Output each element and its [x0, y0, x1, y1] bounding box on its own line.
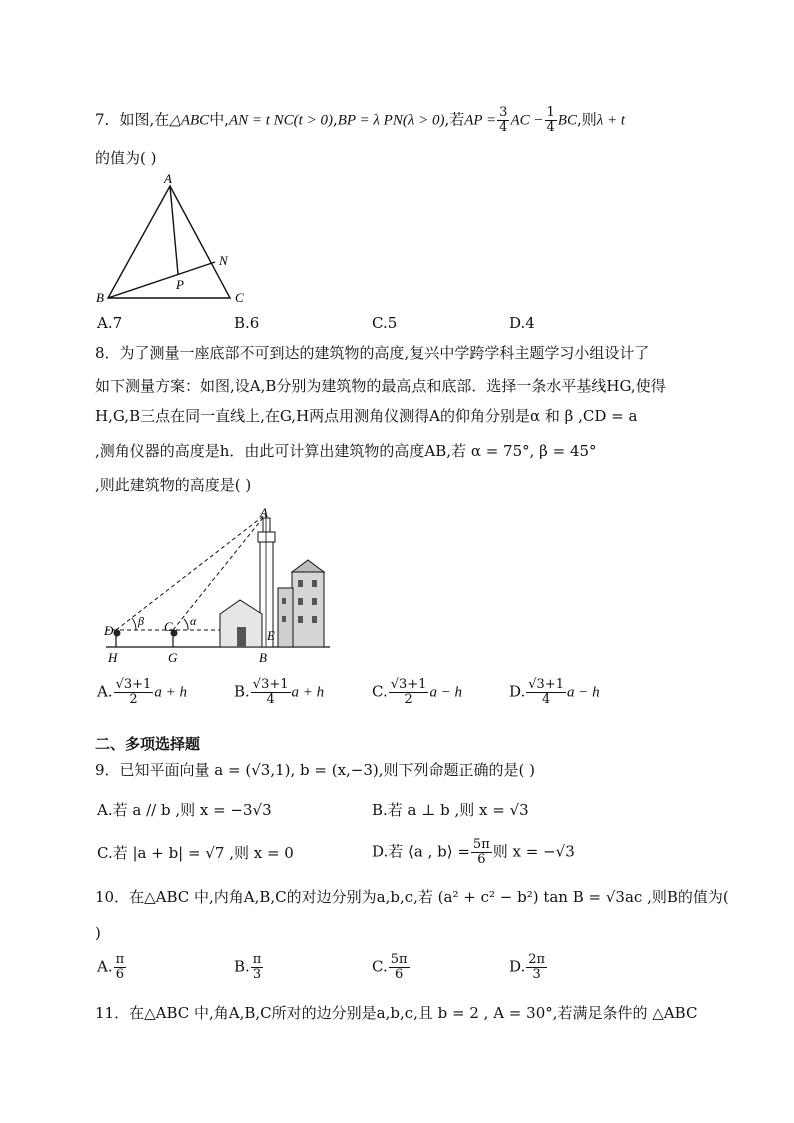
label-a: A	[164, 172, 172, 186]
q9-option-d[interactable]: D.若 ⟨a , b⟩ = $\frac{5\pi}{6}$ 则 x = −√3	[372, 837, 575, 867]
q10-option-a[interactable]: A. $\frac{\pi}{6}$	[97, 952, 125, 982]
q11-stem: 11．在△ABC 中,角A,B,C所对的边分别是a,b,c,且 b = 2 , A = 30°,若满足条件的 △ABC	[95, 1004, 698, 1022]
q8-option-d[interactable]: D. $\frac{√3+1}{4}$ a − h	[509, 677, 600, 707]
q9-option-a[interactable]: A.若 a // b ,则 x = −3√3	[97, 801, 272, 819]
q10-option-c[interactable]: C. $\frac{5\pi}{6}$	[372, 952, 408, 982]
label-c: C	[164, 619, 173, 634]
building-right	[292, 572, 324, 647]
q8-building-figure	[100, 502, 340, 667]
label-p: P	[176, 277, 184, 292]
q10-stem: 10．在△ABC 中,内角A,B,C的对边分别为a,b,c,若 (a² + c² − b²) tan B = √3ac ,则B的值为(	[95, 888, 729, 906]
q7-option-d[interactable]: D.4	[509, 314, 535, 332]
label-beta: β	[138, 614, 144, 628]
segment-bn	[108, 262, 215, 298]
label-a: A	[260, 505, 268, 520]
label-c: C	[235, 290, 244, 305]
label-n: N	[219, 253, 228, 268]
q8-line1: 8．为了测量一座底部不可到达的建筑物的高度,复兴中学跨学科主题学习小组设计了	[95, 344, 650, 362]
q7-option-b[interactable]: B.6	[234, 314, 260, 332]
triangle-abc	[108, 186, 230, 298]
q8-line5: ,则此建筑物的高度是( )	[95, 476, 252, 494]
q8-line2: 如下测量方案：如图,设A,B分别为建筑物的最高点和底部．选择一条水平基线HG,使得	[95, 377, 666, 395]
q7-stem: 7．如图,在△ABC中,AN = t NC(t > 0),BP = λ PN(λ > 0),若AP = $\frac{3}{4}$ AC − $\frac{1}{4}$ BC,则λ + t	[95, 105, 626, 135]
label-b: B	[96, 290, 104, 305]
label-e: E	[267, 628, 275, 643]
q10-option-b[interactable]: B. $\frac{\pi}{3}$	[234, 952, 262, 982]
q7-option-c[interactable]: C.5	[372, 314, 398, 332]
q9-option-b[interactable]: B.若 a ⊥ b ,则 x = √3	[372, 801, 529, 819]
label-d: D	[104, 623, 114, 638]
label-alpha: α	[190, 614, 197, 628]
q8-option-b[interactable]: B. $\frac{√3+1}{4}$ a + h	[234, 677, 325, 707]
q10-option-d[interactable]: D. $\frac{2\pi}{3}$	[509, 952, 546, 982]
q7-triangle-figure	[90, 172, 260, 312]
q8-option-a[interactable]: A. $\frac{√3+1}{2}$ a + h	[97, 677, 187, 707]
q7-option-a[interactable]: A.7	[97, 314, 123, 332]
q9-stem: 9．已知平面向量 a = (√3,1), b = (x,−3),则下列命题正确的是( )	[95, 761, 536, 779]
q7-stem-line2: 的值为( )	[95, 149, 157, 167]
q10-stem-line2: )	[95, 924, 101, 942]
section-heading-multiple-choice: 二、多项选择题	[95, 735, 201, 753]
q8-line4: ,测角仪器的高度是h．由此可计算出建筑物的高度AB,若 α = 75°, β = 45°	[95, 442, 597, 460]
q9-option-c[interactable]: C.若 |a + b| = √7 ,则 x = 0	[97, 844, 294, 862]
label-g: G	[168, 650, 178, 665]
q8-option-c[interactable]: C. $\frac{√3+1}{2}$ a − h	[372, 677, 463, 707]
label-h: H	[108, 650, 118, 665]
label-b: B	[259, 650, 267, 665]
q8-line3: H,G,B三点在同一直线上,在G,H两点用测角仪测得A的仰角分别是α 和 β ,CD = a	[95, 407, 638, 425]
